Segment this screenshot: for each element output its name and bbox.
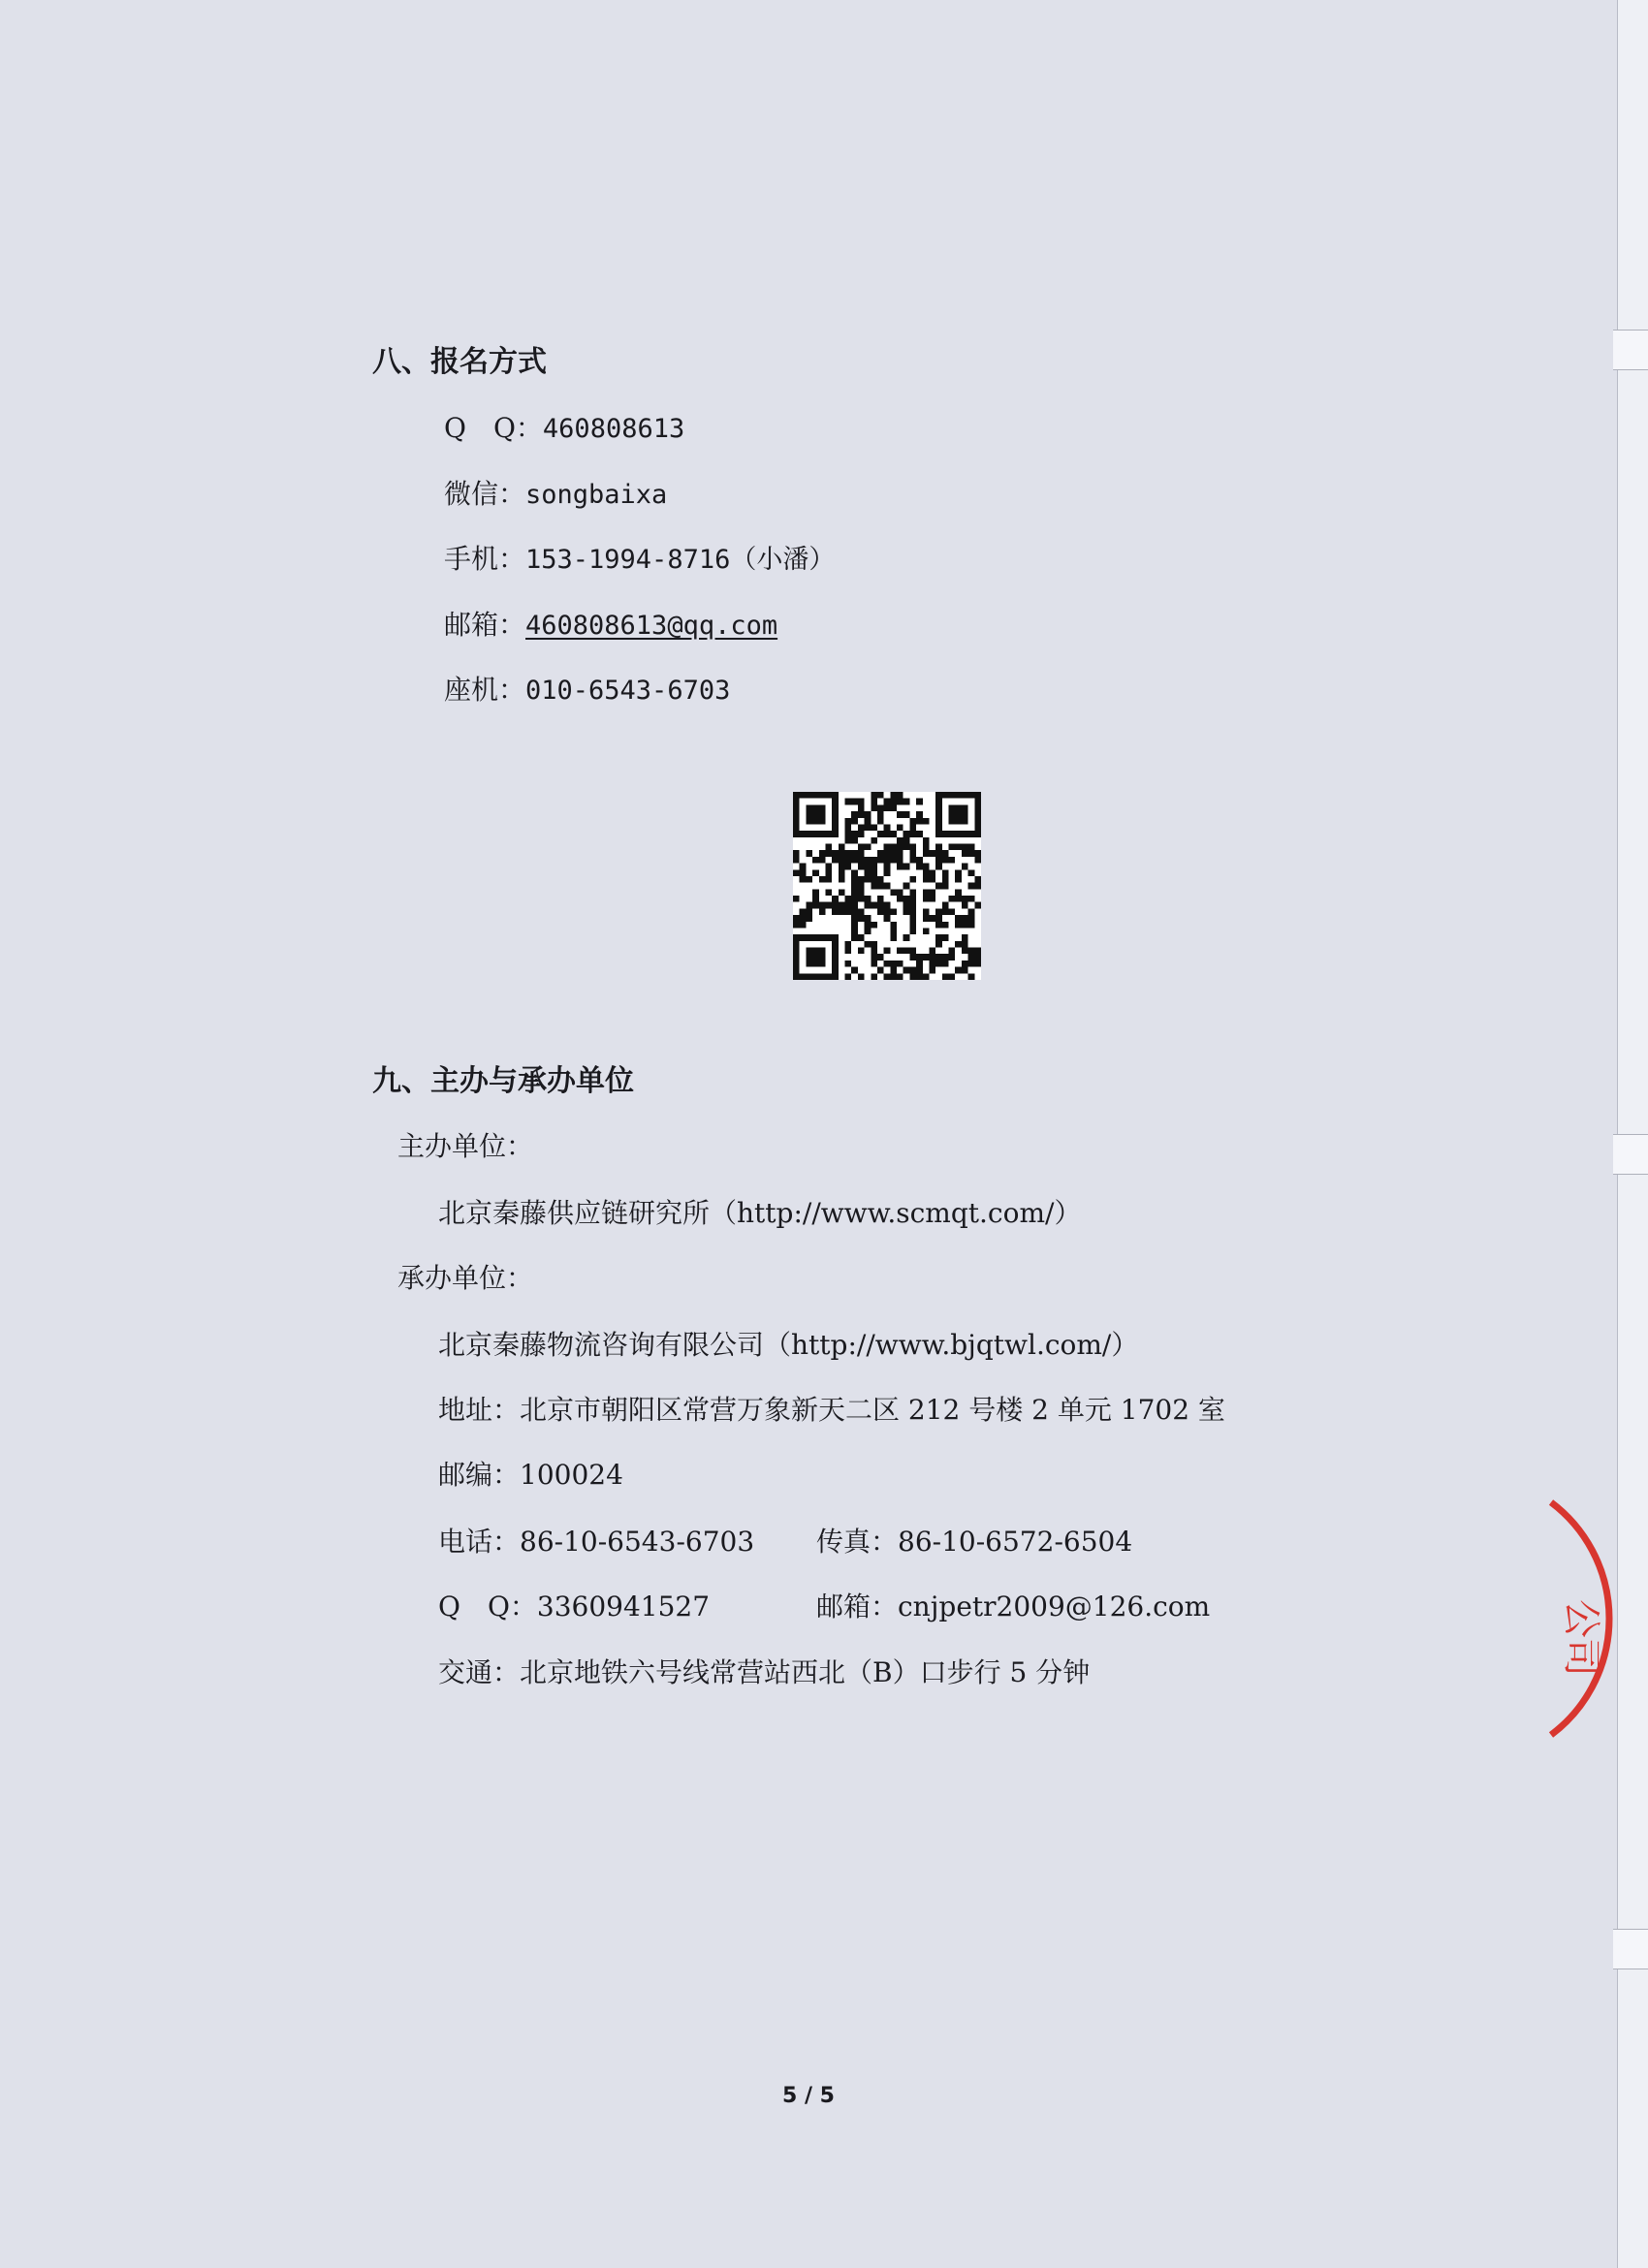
- qq-row: [444, 411, 684, 447]
- landline-value: 010-6543-6703: [525, 676, 731, 706]
- email-label: 邮箱：: [444, 609, 526, 641]
- mobile-label: 手机：: [444, 543, 526, 575]
- transport: 交通：北京地铁六号线常营站西北（B）口步行 5 分钟: [438, 1656, 1091, 1688]
- edge-tab: [1613, 330, 1648, 370]
- mobile-value: 153-1994-8716（小潘）: [525, 545, 836, 575]
- host-label: 主办单位：: [397, 1130, 534, 1162]
- qq-value: 460808613: [542, 414, 685, 444]
- email-row: [444, 608, 777, 644]
- phone: 电话：86-10-6543-6703: [438, 1526, 755, 1558]
- qq-label: Q Q：: [444, 412, 543, 444]
- edge-tab: [1613, 1134, 1648, 1175]
- email-link[interactable]: 460808613@qq.com: [525, 611, 778, 641]
- edge-tab: [1613, 1929, 1648, 1969]
- wechat-value: songbaixa: [525, 480, 668, 510]
- postcode: 邮编：100024: [438, 1459, 623, 1491]
- section-9-heading: 九、主办与承办单位: [372, 1064, 634, 1098]
- address: 地址：北京市朝阳区常营万象新天二区 212 号楼 2 单元 1702 室: [438, 1394, 1225, 1426]
- fax: 传真：86-10-6572-6504: [816, 1526, 1133, 1558]
- organizer-name: 北京秦藤物流咨询有限公司（http://www.bjqtwl.com/）: [438, 1329, 1139, 1361]
- qq-number: Q Q：3360941527: [438, 1591, 711, 1622]
- section-8-heading: 八、报名方式: [372, 345, 547, 379]
- landline-label: 座机：: [444, 674, 526, 706]
- svg-text:公司: 公司: [1559, 1599, 1603, 1677]
- host-name: 北京秦藤供应链研究所（http://www.scmqt.com/）: [438, 1197, 1082, 1229]
- company-seal-icon: [1512, 1493, 1648, 1745]
- landline-row: [444, 673, 730, 709]
- page-number: 5 / 5: [782, 2084, 835, 2108]
- qr-code: [793, 791, 981, 981]
- organizer-email: 邮箱：cnjpetr2009@126.com: [816, 1591, 1211, 1622]
- mobile-row: [444, 542, 835, 578]
- wechat-label: 微信：: [444, 478, 526, 510]
- wechat-row: [444, 477, 667, 513]
- organizer-label: 承办单位：: [397, 1262, 534, 1294]
